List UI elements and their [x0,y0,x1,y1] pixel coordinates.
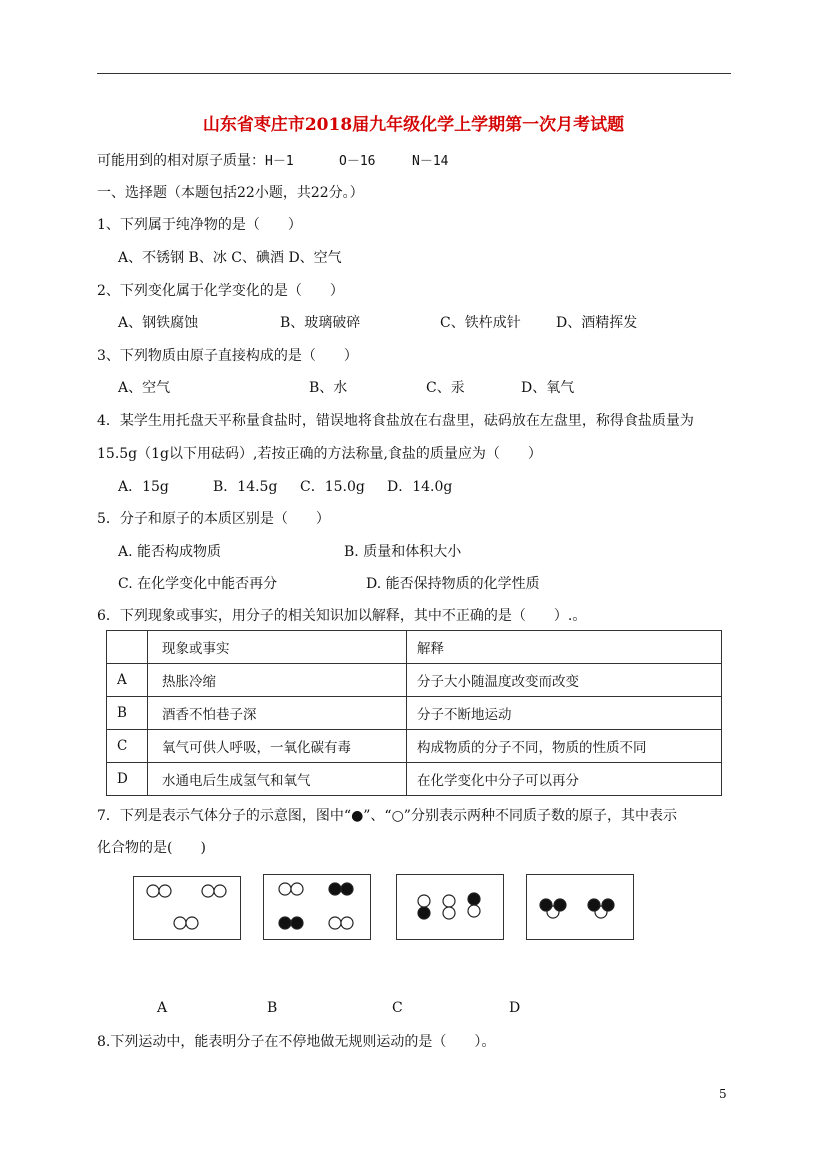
q4-stem-line1: 4．某学生用托盘天平称量食盐时，错误地将食盐放在右盘里，砝码放在左盘里，称得食盐质量为 [97,413,694,429]
q3-option-c: C、汞 [426,380,465,396]
q7-stem-line2: 化合物的是( ) [97,840,206,856]
atomic-mass-o: O－16 [339,154,376,169]
white-atom [329,917,341,929]
q6-row-label: C [107,730,148,763]
header-rule [97,73,731,74]
q7-stem-line1: 7．下列是表示气体分子的示意图，图中“●”、“○”分别表示两种不同质子数的原子，其中表示 [97,808,677,824]
molecule-diagram-a-svg [134,877,240,939]
q4-option-a: A．15g [118,479,169,495]
q6-row-fact: 氧气可供人呼吸，一氧化碳有毒 [148,730,407,763]
white-atom [147,885,159,897]
q6-table [106,630,722,796]
q6-table-header [107,631,722,664]
q6-row-explanation: 在化学变化中分子可以再分 [407,763,722,796]
q5-stem: 5．分子和原子的本质区别是（ ） [97,511,330,527]
q4-option-b: B．14.5g [213,479,278,495]
white-atom [202,885,214,897]
q6-row-fact: 热胀冷缩 [148,664,407,697]
white-atom [174,917,186,929]
white-atom [186,917,198,929]
q3-option-d: D、氧气 [521,380,575,396]
q4-option-c: C．15.0g [300,479,365,495]
q6-row-fact: 水通电后生成氢气和氧气 [148,763,407,796]
q5-option-c: C. 在化学变化中能否再分 [118,576,278,592]
q6-row-label: A [107,664,148,697]
q5-option-b: B. 质量和体积大小 [344,544,462,560]
page-number: 5 [719,1087,727,1101]
q7-diagram-a [133,876,241,940]
white-atom [291,883,303,895]
white-atom [279,883,291,895]
table-row [107,730,722,763]
atomic-mass-h: H－1 [265,154,294,169]
q3-stem: 3、下列物质由原子直接构成的是（ ） [97,348,358,364]
black-atom [602,899,614,911]
q6-row-label: B [107,697,148,730]
q3-option-a: A、空气 [118,380,171,396]
black-atom [291,917,303,929]
black-atom [418,907,430,919]
q7-diagram-d [526,874,634,940]
q6-header-c1 [107,631,148,664]
q6-row-explanation: 分子大小随温度改变而改变 [407,664,722,697]
atomic-mass-line [97,150,449,170]
q6-stem: 6．下列现象或事实，用分子的相关知识加以解释，其中不正确的是（ ）.。 [97,608,587,624]
black-atom [540,899,552,911]
q5-option-d: D. 能否保持物质的化学性质 [366,576,540,592]
black-atom [279,917,291,929]
q8-stem: 8.下列运动中，能表明分子在不停地做无规则运动的是（ ）。 [97,1034,496,1050]
q6-row-label: D [107,763,148,796]
q6-row-explanation: 分子不断地运动 [407,697,722,730]
table-row [107,664,722,697]
q6-header-c3: 解释 [407,631,722,664]
q7-label-d: D [509,1000,521,1016]
white-atom [214,885,226,897]
molecule-diagram-d-svg [527,875,633,939]
q2-option-c: C、铁杵成针 [440,315,521,331]
black-atom [554,899,566,911]
black-atom [468,893,480,905]
q7-label-b: B [267,1000,278,1016]
white-atom [443,895,455,907]
table-row [107,763,722,796]
q4-option-d: D．14.0g [387,479,453,495]
black-atom [341,883,353,895]
page-title: 山东省枣庄市2018届九年级化学上学期第一次月考试题 [202,115,625,135]
q2-option-a: A、钢铁腐蚀 [118,315,199,331]
q2-option-b: B、玻璃破碎 [280,315,361,331]
q7-diagram-c [396,874,504,940]
q2-stem: 2、下列变化属于化学变化的是（ ） [97,283,344,299]
white-atom [468,905,480,917]
q6-row-fact: 酒香不怕巷子深 [148,697,407,730]
q6-row-explanation: 构成物质的分子不同，物质的性质不同 [407,730,722,763]
q1-options: A、不锈钢 B、冰 C、碘酒 D、空气 [118,250,342,266]
q7-label-a: A [157,1000,168,1016]
black-atom [588,899,600,911]
atomic-mass-label: 可能用到的相对原子质量： [97,153,265,169]
table-row [107,697,722,730]
white-atom [341,917,353,929]
molecule-diagram-b-svg [264,875,370,939]
q1-stem: 1、下列属于纯净物的是（ ） [97,217,302,233]
white-atom [159,885,171,897]
q7-diagram-b [263,874,371,940]
atomic-mass-n: N－14 [412,154,449,169]
black-atom [329,883,341,895]
q6-header-c2: 现象或事实 [148,631,407,664]
q5-option-a: A. 能否构成物质 [118,544,222,560]
q2-option-d: D、酒精挥发 [556,315,638,331]
white-atom [418,895,430,907]
q7-label-c: C [392,1000,403,1016]
section-heading: 一、选择题（本题包括22小题，共22分。） [97,185,364,201]
white-atom [443,907,455,919]
q3-option-b: B、水 [309,380,348,396]
q4-stem-line2: 15.5g（1g以下用砝码）,若按正确的方法称量,食盐的质量应为（ ） [97,446,542,462]
molecule-diagram-c-svg [397,875,503,939]
